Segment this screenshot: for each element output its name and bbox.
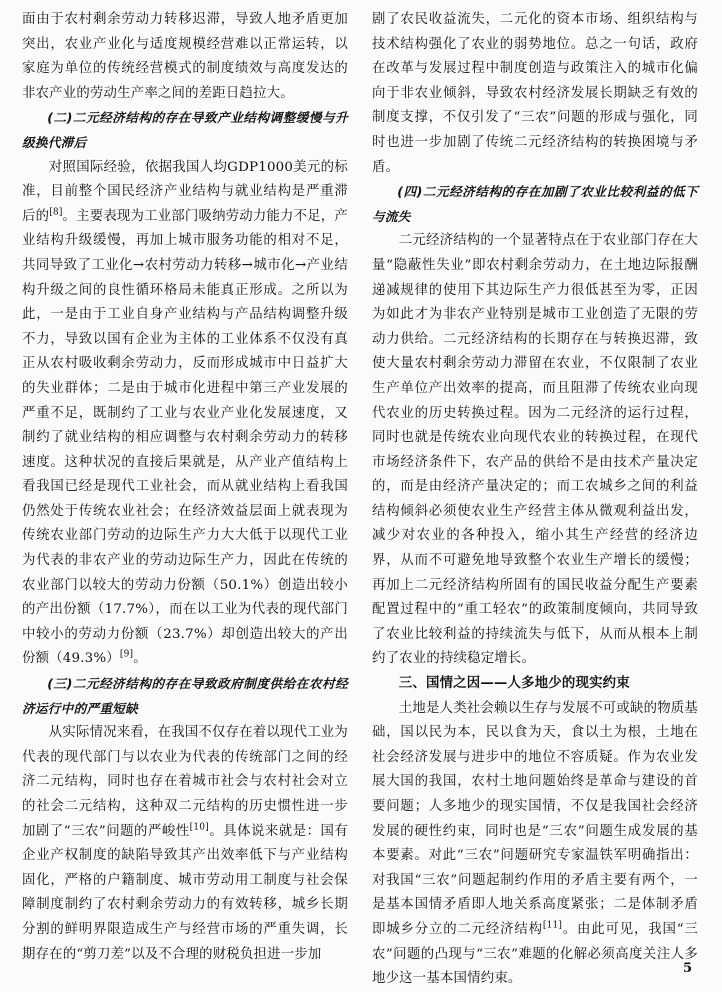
left-continued-paragraph: 面由于农村剩余劳动力转移迟滞，导致人地矛盾更加突出，农业产业化与适度规模经营难以正常运转，以家庭为单位的传统经营模式的制度绩效与高度发达的非农产业的劳动生产率之间的差距日趋拉大。	[22, 12, 348, 101]
paragraph-comparative-benefit: 二元经济结构的一个显著特点在于农业部门存在大量“隐蔽性失业”即农村剩余劳动力，在土地边际报酬递减规律的使用下其边际生产力很低甚至为零，正因为如此才为非农产业特别是城市工业创造了无限的劳动力供给。二元经济结构的长期存在与转换迟滞，致使大量农村剩余劳动力滞留在农业，不仅限制了农业生产单位产出效率的提高，而且阻滞了传统农业向现代农业的历史转换过程。因为二元经济的运行过程，同时也就是传统农业向现代农业的转换过程，在现代市场经济条件下，农产品的供给不是由技术产量决定的，而是由经济产量决定的；而工农城乡之间的利益结构倾斜必须使农业生产经营主体从微观利益出发，减少对农业的各种投入，缩小其生产经营的经济边界，从而不可避免地导致整个农业生产增长的缓慢；再加上二元经济结构所固有的国民收益分配生产要素配置过程中的“重工轻农”的政策制度倾向，共同导致了农业比较利益的持续流失与低下，从而从根本上制约了农业的持续稳定增长。	[372, 233, 698, 667]
right-column	[372, 8, 698, 992]
left-column	[22, 8, 348, 967]
paragraph-text: 。	[133, 651, 147, 667]
paragraph-industrial-structure	[22, 156, 348, 672]
subsection-heading-2: (二)二元经济结构的存在导致产业结构调整缓慢与升级换代滞后	[22, 110, 348, 150]
paragraph-land-constraint	[372, 697, 698, 992]
subsection-heading-3: (三)二元经济结构的存在导致政府制度供给在农村经济运行中的严重短缺	[22, 676, 348, 716]
paragraph-text: 。主要表现为工业部门吸纳劳动力能力不足，产业结构升级缓慢，再加上城市服务功能的相对不足，共同导致了工业化→农村劳动力转移→城市化→产业结构升级之间的良性循环格局未能真正形成。之所以为此，一是由于工业自身产业结构与产品结构调整升级不力，导致以国有企业为主体的工业体系不仅没有真正从农村吸收剩余劳动力，反而形成城市中日益扩大的失业群体；二是由于城市化进程中第三产业发展的严重不足，既制约了工业与农业产业化发展速度，又制约了就业结构的相应调整与农村剩余劳动力的转移速度。这种状况的直接后果就是，从产业产值结构上看我国已经是现代工业社会，而从就业结构上看我国仍然处于传统农业社会；在经济效益层面上就表现为传统农业部门劳动的边际生产力大大低于以现代工业为代表的非农产业的劳动边际生产力，因此在传统的农业部门以较大的劳动力份额（50.1%）创造出较小的产出份额（17.7%），而在以工业为代表的现代部门中较小的劳动力份额（23.7%）却创造出较大的产出份额（49.3%）	[22, 208, 348, 667]
subsection-heading-4: (四)二元经济结构的存在加剧了农业比较利益的低下与流失	[372, 184, 698, 224]
citation-ref-10: [10]	[189, 822, 209, 833]
citation-ref-9: [9]	[119, 649, 134, 660]
page-number: 5	[682, 961, 692, 976]
paragraph-text: 。由此可见，我国“三农”问题的凸现与“三农”难题的化解必须高度关注人多地少这一基本国情约束。	[372, 921, 698, 987]
paragraph-text: 从实际情况来看，在我国不仅存在着以现代工业为代表的现代部门与以农业为代表的传统部门之间的经济二元结构，同时也存在着城市社会与农村社会对立的社会二元结构，这种双二元结构的历史惯性进一步加剧了“三农”问题的严峻性	[22, 725, 348, 839]
right-continued-paragraph: 剧了农民收益流失，二元化的资本市场、组织结构与技术结构强化了农业的弱势地位。总之一句话，政府在改革与发展过程中制度创造与政策注入的城市化偏向于非农业倾斜，导致农村经济发展长期缺乏有效的制度支撑，不仅引发了“三农”问题的形成与强化，同时也进一步加剧了传统二元经济结构的转换困境与矛盾。	[372, 12, 698, 175]
paragraph-text: 土地是人类社会赖以生存与发展不可或缺的物质基础，国以民为本，民以食为天，食以土为根，土地在社会经济发展与进步中的地位不容质疑。作为农业发展大国的我国，农村土地问题始终是革命与建设的首要问题；人多地少的现实国情，不仅是我国社会经济发展的硬性约束，同时也是“三农”问题生成发展的基本要素。对此“三农”问题研究专家温铁军明确指出：对我国“三农”问题起制约作用的矛盾主要有两个，一是基本国情矛盾即人地关系高度紧张；二是体制矛盾即城乡分立的二元经济结构	[372, 700, 698, 937]
paragraph-institutional-supply	[22, 721, 348, 967]
paragraph-text: 。具体说来就是：国有企业产权制度的缺陷导致其产出效率低下与产业结构固化，严格的户籍制度、城市劳动用工制度与社会保障制度制约了农村剩余劳动力的有效转移，城乡长期分割的鲜明界限造成生产与经营市场的严重失调，长期存在的“剪刀差”以及不合理的财税负担进一步加	[22, 823, 348, 962]
citation-ref-11: [11]	[542, 920, 563, 931]
citation-ref-8: [8]	[49, 207, 63, 218]
section-heading-3: 三、国情之因——人多地少的现实约束	[398, 676, 630, 692]
paragraph-text: 对照国际经验，依据我国人均GDP1000美元的标准，目前整个国民经济产业结构与就业结构是严重滞后的	[22, 159, 348, 224]
